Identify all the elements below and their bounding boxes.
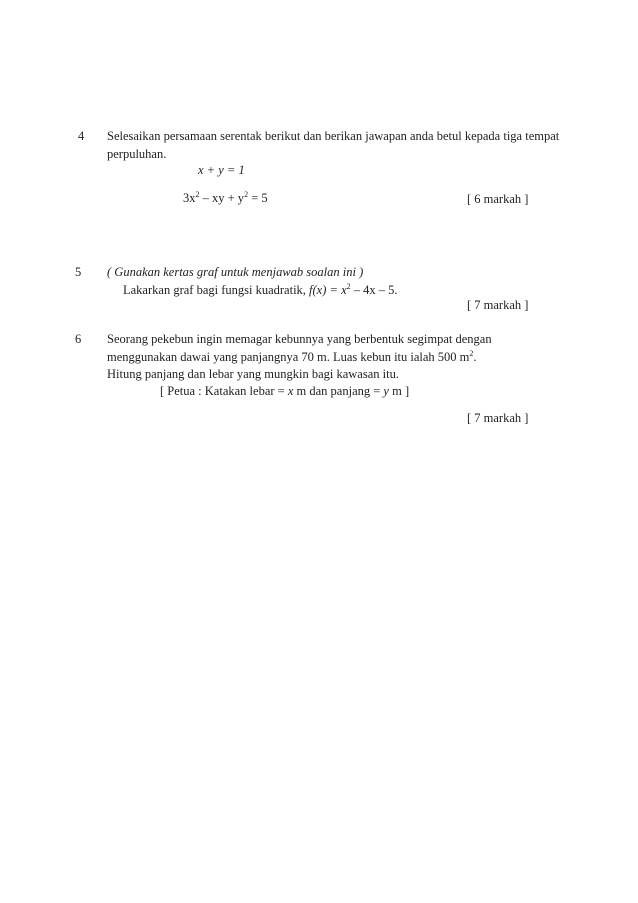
marks-label: [ 7 markah ] — [467, 411, 529, 425]
marks-label: [ 7 markah ] — [467, 298, 529, 312]
marks-label: [ 6 markah ] — [467, 192, 529, 206]
question-text-line: Lakarkan graf bagi fungsi kuadratik, $f(x) = x^2 - 4x - 5$. — [123, 282, 398, 297]
question-text-line: Hitung panjang dan lebar yang mungkin bagi kawasan itu. — [107, 367, 399, 381]
question-number: 4 — [78, 129, 85, 143]
question-hint: [ Petua : Katakan lebar = x m dan panjang = y m ] — [160, 384, 410, 398]
question-number: 5 — [75, 265, 82, 279]
equation-quadratic: $3x^2$ – xy + $y^2 = 5$ — [183, 190, 268, 205]
equation-linear: x + y = 1 — [198, 163, 245, 177]
question-text-line: perpuluhan. — [107, 147, 167, 161]
question-instruction: ( Gunakan kertas graf untuk menjawab soalan ini ) — [107, 265, 364, 279]
question-number: 6 — [75, 332, 82, 346]
question-text-line: menggunakan dawai yang panjangnya 70 m. Luas kebun itu ialah 500 $m^2$. — [107, 349, 477, 364]
question-text-line: Selesaikan persamaan serentak berikut dan berikan jawapan anda betul kepada tiga tempat — [107, 129, 560, 143]
question-text-line: Seorang pekebun ingin memagar kebunnya yang berbentuk segimpat dengan — [107, 332, 492, 346]
